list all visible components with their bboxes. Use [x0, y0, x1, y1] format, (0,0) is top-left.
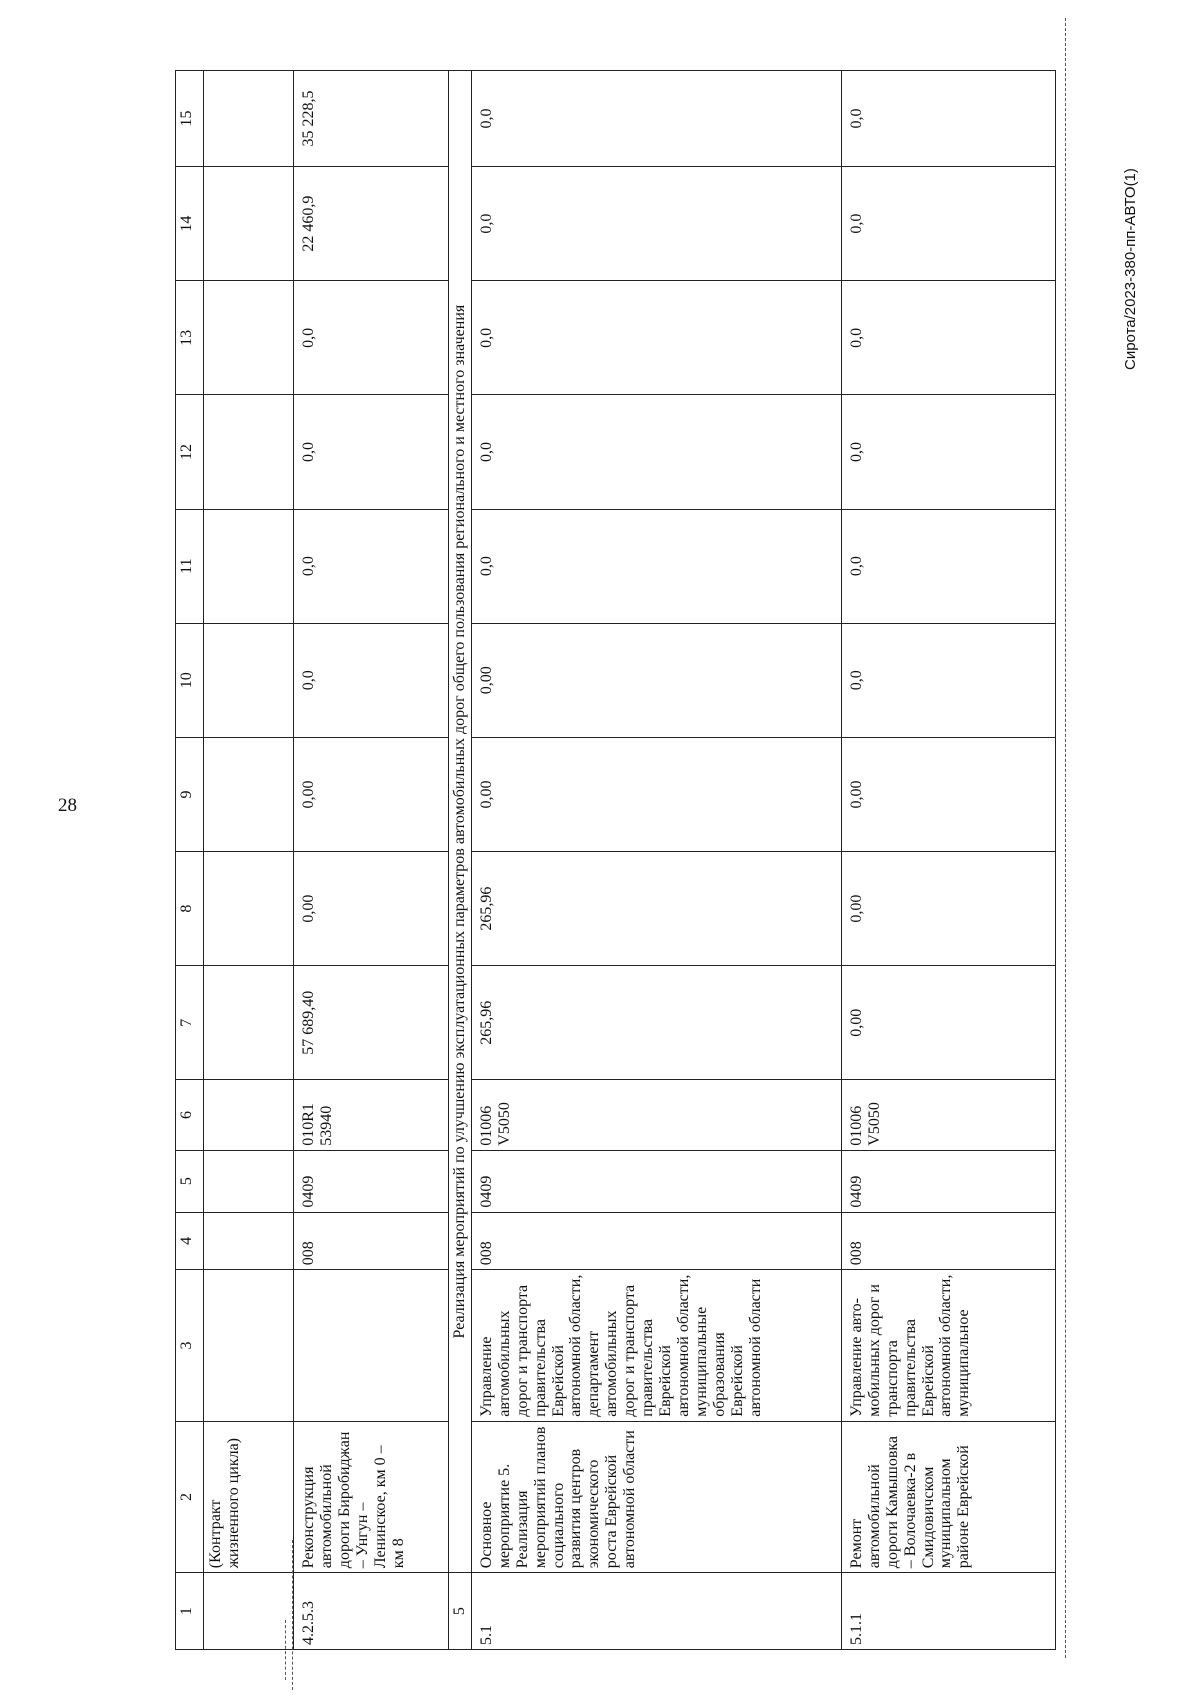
contract-note-cell: (Контракт жизненного цикла)	[204, 1421, 294, 1572]
document-id-text: Сирота/2023-380-пп-АВТО(1)	[1122, 168, 1139, 370]
grbs-code-cell: 008	[841, 1212, 1055, 1270]
header-row	[176, 71, 204, 1650]
header-cell: 1	[176, 1573, 204, 1650]
value-cell: 0,0	[471, 167, 841, 281]
value-cell: 0,0	[471, 71, 841, 167]
row-number-cell: 5.1	[471, 1573, 841, 1650]
header-cell: 11	[176, 509, 204, 623]
header-cell: 4	[176, 1212, 204, 1270]
cell	[204, 1150, 294, 1212]
cell	[204, 737, 294, 851]
header-cell: 6	[176, 1080, 204, 1150]
value-cell: 0,0	[841, 281, 1055, 395]
event-name-cell: Основное мероприятие 5. Реализация мероприятий планов социального развития центров экономического роста Еврейской автономной области	[471, 1421, 841, 1572]
value-cell: 0,0	[841, 395, 1055, 509]
target-article-cell: 010R1 53940	[294, 1080, 449, 1150]
value-cell: 0,0	[294, 623, 449, 737]
value-cell: 0,00	[471, 737, 841, 851]
section-row-5	[449, 71, 472, 1650]
header-cell: 15	[176, 71, 204, 167]
value-cell: 35 228,5	[294, 71, 449, 167]
value-cell: 0,00	[294, 737, 449, 851]
section-code-cell: 0409	[841, 1150, 1055, 1212]
scan-artifact-line	[285, 1620, 286, 1680]
table-row-4-2-5-3	[294, 71, 449, 1650]
section-code-cell: 0409	[471, 1150, 841, 1212]
value-cell: 265,96	[471, 852, 841, 966]
cell	[204, 167, 294, 281]
rotated-table-container	[175, 70, 1065, 1650]
target-article-cell: 01006 V5050	[841, 1080, 1055, 1150]
value-cell: 0,0	[471, 395, 841, 509]
value-cell: 0,0	[294, 281, 449, 395]
grbs-code-cell: 008	[294, 1212, 449, 1270]
table-row-5-1-1	[841, 71, 1055, 1650]
section-code-cell: 0409	[294, 1150, 449, 1212]
header-cell: 10	[176, 623, 204, 737]
cell	[204, 1080, 294, 1150]
value-cell: 22 460,9	[294, 167, 449, 281]
cell	[204, 71, 294, 167]
section-title-cell: Реализация мероприятий по улучшению эксплуатационных параметров автомобильных дорог общего пользования регионального и местного значения	[449, 71, 472, 1573]
header-cell: 3	[176, 1270, 204, 1421]
table-row-5-1	[471, 71, 841, 1650]
value-cell: 0,00	[471, 623, 841, 737]
value-cell: 0,0	[841, 167, 1055, 281]
header-cell: 12	[176, 395, 204, 509]
value-cell: 0,0	[471, 509, 841, 623]
section-number-cell: 5	[449, 1573, 472, 1650]
value-cell: 0,0	[294, 509, 449, 623]
event-name-cell: Ремонт автомобильной дороги Камышовка – Волочаевка-2 в Смидовичском муниципальном районе Еврейской	[841, 1421, 1055, 1572]
cell	[204, 1270, 294, 1421]
row-number-cell: 4.2.5.3	[294, 1573, 449, 1650]
value-cell: 0,0	[841, 623, 1055, 737]
value-cell: 0,00	[841, 737, 1055, 851]
header-cell: 5	[176, 1150, 204, 1212]
cell	[204, 281, 294, 395]
header-cell: 14	[176, 167, 204, 281]
executor-cell	[294, 1270, 449, 1421]
event-name-cell: Реконструкция автомобильной дороги Биробиджан – Унгун – Ленинское, км 0 – км 8	[294, 1421, 449, 1572]
value-cell: 0,00	[841, 966, 1055, 1080]
cell	[204, 395, 294, 509]
grbs-code-cell: 008	[471, 1212, 841, 1270]
row-number-cell: 5.1.1	[841, 1573, 1055, 1650]
cell	[204, 852, 294, 966]
cell	[204, 623, 294, 737]
value-cell: 0,00	[841, 852, 1055, 966]
value-cell: 265,96	[471, 966, 841, 1080]
table-row-contract-note	[204, 71, 294, 1650]
scan-artifact-line	[1065, 18, 1066, 1658]
value-cell: 0,0	[841, 509, 1055, 623]
cell	[204, 1212, 294, 1270]
header-cell: 9	[176, 737, 204, 851]
executor-cell: Управление авто- мобильных дорог и транспорта правительства Еврейской автономной области, муниципальное	[841, 1270, 1055, 1421]
budget-table	[175, 70, 1056, 1650]
value-cell: 0,00	[294, 852, 449, 966]
cell	[204, 509, 294, 623]
target-article-cell: 01006 V5050	[471, 1080, 841, 1150]
header-cell: 2	[176, 1421, 204, 1572]
cell	[204, 966, 294, 1080]
value-cell: 0,0	[841, 71, 1055, 167]
value-cell: 57 689,40	[294, 966, 449, 1080]
executor-cell: Управление автомобильных дорог и транспорта правительства Еврейской автономной области, департамент автомобильных дорог и транспорта правительства Еврейской автономной области, муниципальные образования Еврейской автономной области	[471, 1270, 841, 1421]
header-cell: 8	[176, 852, 204, 966]
header-cell: 7	[176, 966, 204, 1080]
page-number: 28	[58, 795, 77, 816]
header-cell: 13	[176, 281, 204, 395]
cell	[204, 1573, 294, 1650]
value-cell: 0,0	[471, 281, 841, 395]
value-cell: 0,0	[294, 395, 449, 509]
document-id-footer	[1122, 10, 1142, 370]
scan-artifact-line	[292, 1540, 293, 1690]
